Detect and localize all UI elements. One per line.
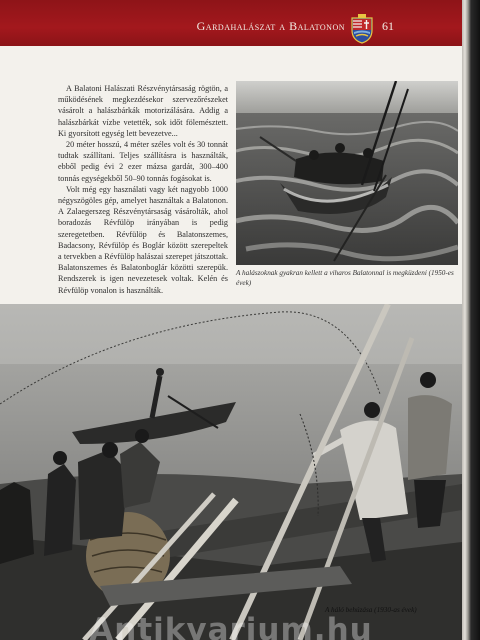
net-hauling-photo	[0, 304, 462, 640]
page-number: 61	[382, 19, 394, 33]
watermark: Antikvarium.hu	[89, 612, 373, 640]
book-binding-edge	[462, 0, 480, 640]
paragraph: Volt még egy használati vagy két nagyobb 1000 négyszögöles gép, amelyet használtak a Balatonon. A Zalaegerszeg Részvénytársaság vásárolták, ahol boradozás Révfülöp irányában is pedig szeregetetben. Révfülöp és Balatonszemes, Badacsony, Révfülöp és Boglár között szerepeltek a tervekben a Révfülöp halászai szerepet játszottak. Balatonszemes és Balatonboglár közötti szerepük. Rendszerek is igen nevezetesek voltak. Kelén és Révfülöp vonalon is használták.	[58, 184, 228, 295]
photo-caption: A halászoknak gyakran kellett a viharos Balatonnal is megküzdeni (1950-es évek)	[236, 269, 454, 287]
coat-of-arms-icon	[350, 14, 374, 44]
photo-caption: A háló behúzása (1930-as évek)	[325, 606, 417, 614]
storm-boat-photo	[236, 81, 458, 265]
paragraph: A Balatoni Halászati Részvénytársaság rögtön, a működésének megkezdésekor szervezőrészeket vásárolt a halászbárkák motorizálására. Addig a halászbárkát vízbe vetették, sok időt fölemésztett. Ki gyorsított egység lett bevezetve...	[58, 84, 228, 138]
paragraph: 20 méter hosszú, 4 méter széles volt és 30 tonnát tudtak szállítani. Teljes szállításra is használták, ebből pedig évi 2 ezer mázsa gardát, 300–400 tonnás egységekből 50–90 tonnás fogásokat is.	[58, 140, 228, 183]
header-band	[0, 0, 466, 46]
running-head: Gardahalászat a Balatonon	[196, 19, 345, 33]
article-text	[58, 83, 228, 296]
